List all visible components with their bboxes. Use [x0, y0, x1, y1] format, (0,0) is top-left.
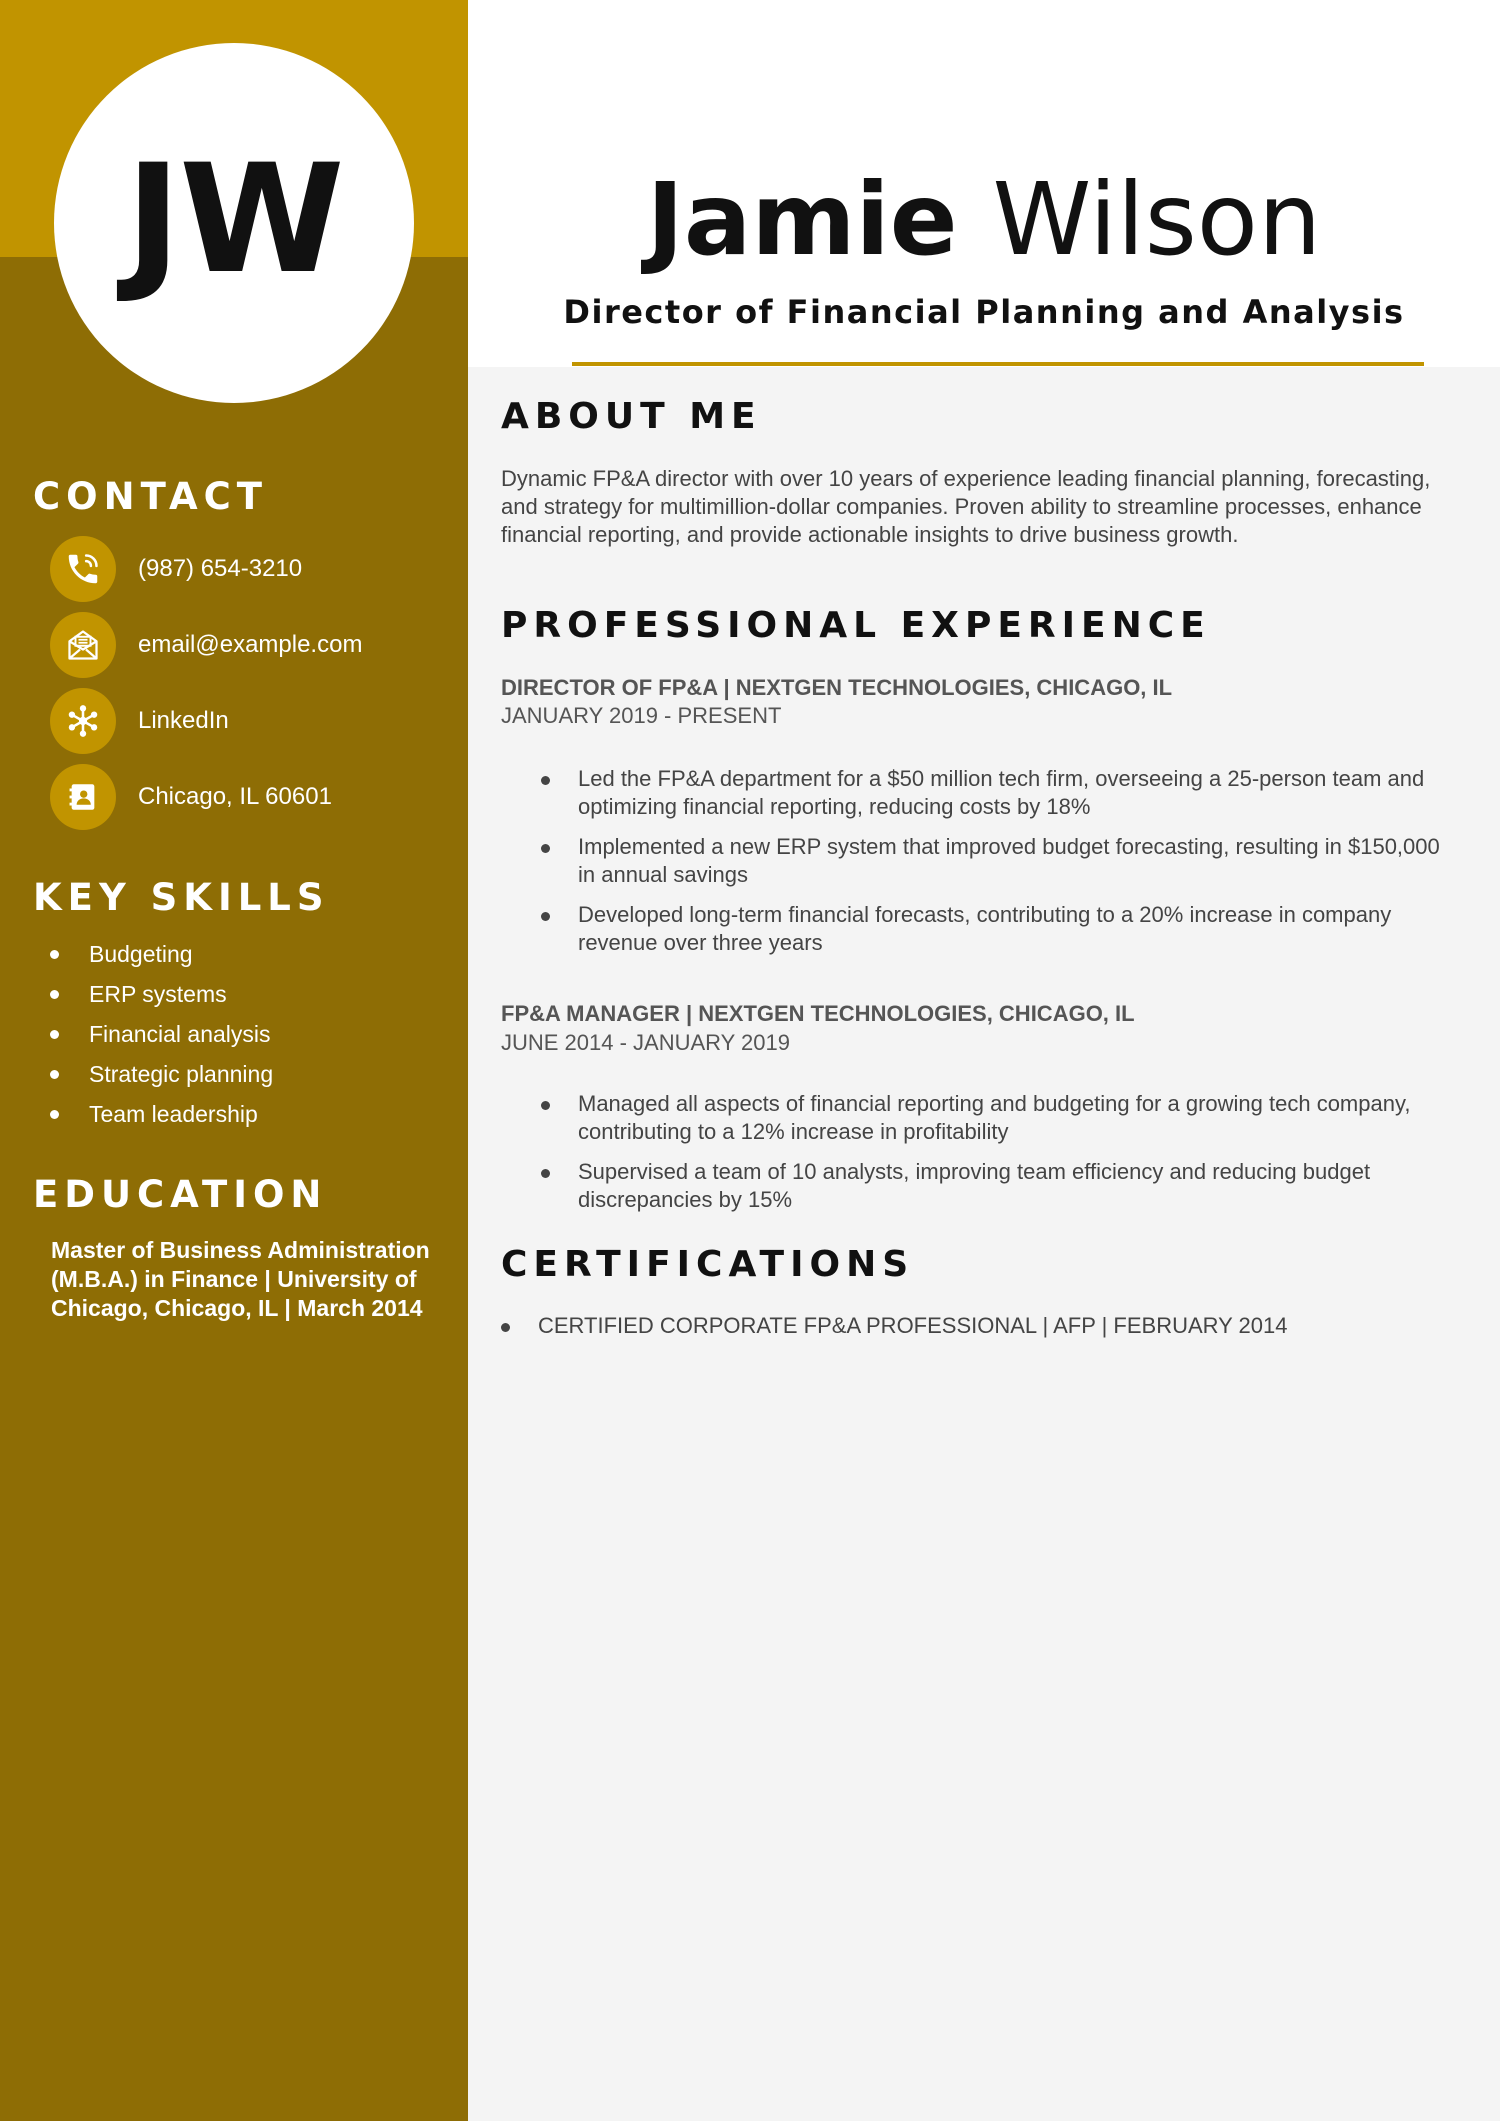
- phone-icon: [50, 536, 116, 602]
- last-name: Wilson: [992, 161, 1322, 278]
- contact-heading: CONTACT: [33, 475, 268, 518]
- location-text: Chicago, IL 60601: [138, 783, 332, 810]
- skill-item: ERP systems: [50, 974, 273, 1014]
- contact-location: [50, 765, 362, 829]
- contact-phone: [50, 537, 362, 601]
- about-text: Dynamic FP&A director with over 10 years of experience leading financial planning, forecasting, and strategy for multimillion-dollar companies. Proven ability to streamline processes, enhance financial reporting, and provide actionable insights to drive business growth.: [501, 466, 1431, 547]
- job-bullet: Managed all aspects of financial reporting and budgeting for a growing tech company, contributing to a 12% increase in profitability: [501, 1090, 1451, 1146]
- job-title: Director of Financial Planning and Analysis: [563, 293, 1405, 331]
- linkedin-text[interactable]: LinkedIn: [138, 707, 229, 734]
- education-heading: EDUCATION: [33, 1173, 328, 1216]
- job-role: FP&A MANAGER | NEXTGEN TECHNOLOGIES, CHICAGO, IL: [501, 1001, 1135, 1026]
- contact-list: [50, 537, 362, 841]
- job-role: DIRECTOR OF FP&A | NEXTGEN TECHNOLOGIES, CHICAGO, IL: [501, 675, 1173, 700]
- email-icon: [50, 612, 116, 678]
- contact-email: [50, 613, 362, 677]
- first-name: Jamie: [646, 161, 958, 278]
- phone-text[interactable]: (987) 654-3210: [138, 555, 303, 582]
- skill-item: Financial analysis: [50, 1014, 273, 1054]
- certifications-list: [501, 1312, 1451, 1340]
- job-bullets: [501, 1090, 1451, 1226]
- education-entry: Master of Business Administration (M.B.A.) in Finance | University of Chicago, Chicago, IL | March 2014: [51, 1237, 430, 1321]
- job-bullet: Led the FP&A department for a $50 million tech firm, overseeing a 25-person team and optimizing financial reporting, reducing costs by 18%: [501, 765, 1451, 821]
- skill-item: Strategic planning: [50, 1054, 273, 1094]
- about-heading: ABOUT ME: [501, 396, 762, 437]
- title-divider: [572, 362, 1424, 366]
- job-bullet: Supervised a team of 10 analysts, improving team efficiency and reducing budget discrepancies by 15%: [501, 1158, 1451, 1214]
- monogram-circle: [54, 43, 414, 403]
- job-dates: JUNE 2014 - JANUARY 2019: [501, 1030, 790, 1055]
- key-skills-heading: KEY SKILLS: [33, 876, 330, 919]
- skill-item: Team leadership: [50, 1094, 273, 1134]
- monogram: JW: [125, 133, 343, 307]
- certifications-heading: CERTIFICATIONS: [501, 1244, 915, 1285]
- address-card-icon: [50, 764, 116, 830]
- certification-item: CERTIFIED CORPORATE FP&A PROFESSIONAL | AFP | FEBRUARY 2014: [501, 1312, 1451, 1340]
- experience-heading: PROFESSIONAL EXPERIENCE: [501, 605, 1211, 646]
- job-bullet: Developed long-term financial forecasts, contributing to a 20% increase in company revenue over three years: [501, 901, 1451, 957]
- email-text[interactable]: email@example.com: [138, 631, 363, 658]
- contact-linkedin: [50, 689, 362, 753]
- job-bullet: Implemented a new ERP system that improved budget forecasting, resulting in $150,000 in annual savings: [501, 833, 1451, 889]
- job-bullets: [501, 765, 1451, 969]
- skills-list: [50, 934, 273, 1134]
- linkedin-network-icon: [50, 688, 116, 754]
- skill-item: Budgeting: [50, 934, 273, 974]
- job-dates: JANUARY 2019 - PRESENT: [501, 703, 782, 728]
- candidate-name: [468, 161, 1500, 278]
